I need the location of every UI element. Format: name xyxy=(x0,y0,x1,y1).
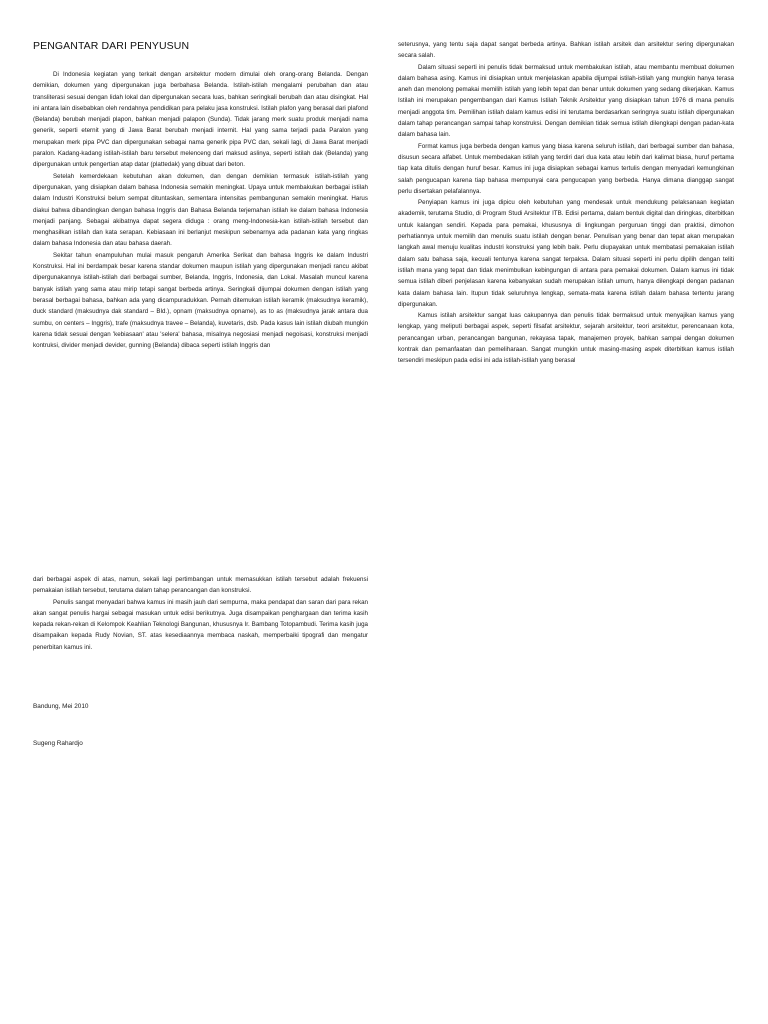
left-column-top xyxy=(33,69,368,351)
paragraph: Di Indonesia kegiatan yang terkait dengan arsitektur modern dimulai oleh orang-orang Belanda. Dengan demikian, dokumen yang dipergunakan juga berbahasa Belanda. Istilah-istilah mengalami perubahan dan atau transliterasi sesuai dengan lidah lokal dan dipergunakan secara luas, bahkan seringkali berubah dan atau disingkat. Hal ini antara lain disebabkan oleh rendahnya pendidikan para pelaku jasa konstruksi. Istilah plafon yang berasal dari plafond (Belanda) berubah menjadi plapon, bahkan menjadi palapon (Sunda). Tidak jarang merk suatu produk menjadi nama generik, seperti eternit yang di Jawa Barat berubah menjadi internit. Hal yang sama terjadi pada Paralon yang merupakan merk pipa PVC dan dipergunakan sebagai nama generik pipa PVC dan, sekali lagi, di Jawa Barat menjadi paralon. Kadang-kadang istilah-istilah baru tersebut melenceng dari maksud aslinya, seperti istilah dak (Belanda) yang dipergunakan untuk pengertian atap datar (plattedak) yang dibuat dari beton. xyxy=(33,71,368,169)
paragraph: Format kamus juga berbeda dengan kamus yang biasa karena seluruh istilah, dari berbagai sumber dan bahasa, disusun secara alfabet. Untuk membedakan istilah yang terdiri dari dua kata atau lebih dari kalimat biasa, huruf pertama tiap kata ditulis dengan huruf besar. Kamus ini juga disiapkan sebagai kamus tertulis dengan menyadari kemungkinan salah pengucapan karena tiap bahasa mempunyai cara pengucapan yang berbeda. Hanya dimana dianggap sangat perlu disertakan pelafalannya. xyxy=(398,142,734,195)
paragraph: Kamus istilah arsitektur sangat luas cakupannya dan penulis tidak bermaksud untuk menyajikan kamus yang lengkap, yang meliputi berbagai aspek, seperti filsafat arsitektur, sejarah arsitektur, teori arsitektur, perencanaan kota, perancangan urban, perancangan bangunan, rekayasa tapak, manajemen proyek, bahkan sampai dengan dokumen kontrak dan pemanfaatan dan pemeliharaan. Sangat mungkin untuk masing-masing aspek diterbitkan kamus istilah tersendiri meskipun pada edisi ini ada istilah-istilah yang berasal xyxy=(398,312,734,365)
paragraph: Sekitar tahun enampuluhan mulai masuk pengaruh Amerika Serikat dan bahasa Inggris ke dalam Industri Konstruksi. Hal ini berdampak besar karena standar dokumen maupun istilah yang dipergunakan menjadi rancu akibat dipergunakannya istilah-istilah dari berbagai sumber, Belanda, Inggris, Indonesia, dan Lokal. Masalah muncul karena banyak istilah yang sama atau mirip tetapi sangat berbeda artinya. Seringkali dijumpai dokumen dengan istilah yang berasal berbagai bahasa, bahkan ada yang dicampuradukkan. Pernah ditemukan istilah keramik (maksudnya keramik), duck standard (maksudnya dak standard – Bld.), opnam (maksudnya opname), as to as (maksudnya jarak antara dua sumbu, on centers – Inggris), trafe (maksudnya travee – Belanda), kuvetaris, dsb. Pada kasus lain istilah diubah mungkin karena tidak sesuai dengan 'kebiasaan' atau 'selera' bahasa, misalnya negosiasi menjadi negoisasi, konstruksi menjadi kontruksi, divider menjadi devider, gunning (Belanda) dibaca seperti istilah Inggris dan xyxy=(33,251,368,350)
page-title: PENGANTAR DARI PENYUSUN xyxy=(33,40,190,52)
paragraph: Penulis sangat menyadari bahwa kamus ini masih jauh dari sempurna, maka pendapat dan saran dari para rekan akan sangat penulis hargai sebagai masukan untuk edisi berikutnya. Juga disampaikan penghargaan dan terima kasih kepada rekan-rekan di Kelompok Keahlian Teknologi Bangunan, khususnya Ir. Bambang Totopambudi. Terima kasih juga disampaikan kepada Rudy Novian, ST. atas kesediaannya membaca naskah, memperbaiki tipografi dan mengatur penerbitan kamus ini. xyxy=(33,598,368,651)
paragraph: Dalam situasi seperti ini penulis tidak bermaksud untuk membakukan istilah, atau membantu membuat dokumen dalam bahasa asing. Kamus ini disiapkan untuk menjelaskan apabila dijumpai istilah-istilah yang mungkin hanya terasa aneh dan menolong pemakai memilih istilah yang lebih tepat dan benar untuk dokumen yang sedang dikerjakan. Kamus Istilah ini merupakan pengembangan dari Kamus Istilah Teknik Arsitektur yang disiapkan tahun 1976 di mana penulis menjadi anggota tim. Pemilihan istilah dalam kamus edisi ini terutama berdasarkan seringnya suatu istilah dipergunakan dalam tahap perancangan sampai tahap konstruksi. Dengan demikian tidak semua istilah dilengkapi dengan padan-kata dalam bahasa lain. xyxy=(398,63,734,139)
paragraph: dari berbagai aspek di atas, namun, sekali lagi pertimbangan untuk memasukkan istilah tersebut adalah frekuensi pemakaian istilah tersebut, terutama dalam tahap perancangan dan konstruksi. xyxy=(33,576,368,595)
paragraph: Setelah kemerdekaan kebutuhan akan dokumen, dan dengan demikian termasuk istilah-istilah yang dipergunakan, yang disiapkan dalam bahasa Indonesia semakin meningkat. Upaya untuk membakukan berbagai istilah dalam Industri Konstruksi belum sempat dituntaskan, sementara intensitas pembangunan semakin meningkat. Harus diakui bahwa dibandingkan dengan bahasa Inggris dan Bahasa Belanda terjemahan istilah ke dalam bahasa Indonesia menjadi panjang. Sebagai akibatnya dapat segera diduga : orang meng-Indonesia-kan istilah-istilah tersebut dan menghasilkan istilah dan kata serapan. Kebiasaan ini berlanjut meskipun sebenarnya ada padanan kata yang ringkas dalam bahasa Indonesia dan atau bahasa daerah. xyxy=(33,172,368,248)
author-name: Sugeng Rahardjo xyxy=(33,740,83,747)
paragraph: seterusnya, yang tentu saja dapat sangat berbeda artinya. Bahkan istilah arsitek dan arsitektur sering dipergunakan secara salah. xyxy=(398,41,734,60)
paragraph: Penyiapan kamus ini juga dipicu oleh kebutuhan yang mendesak untuk mendukung pelaksanaan kegiatan akademik, terutama Studio, di Program Studi Arsitektur ITB. Edisi pertama, dalam bentuk digital dan diringkas, diterbitkan untuk kalangan sendiri. Kepada para pemakai, khususnya di lingkungan perguruan tinggi dan praktisi, dimohon perhatiannya untuk memilih dan menulis suatu istilah dengan benar. Penulisan yang benar dan tepat akan merupakan langkah awal menuju kualitas industri konstruksi yang lebih baik. Perlu diupayakan untuk membatasi pemakaian istilah dalam satu bahasa saja, kecuali tentunya karena sangat terpaksa. Dalam situasi seperti ini perlu dipilih dengan teliti istilah mana yang tepat dan tidak menimbulkan kebingungan di antara para pemakai dokumen. Dalam kamus ini tidak semua istilah diberi penjelasan karena kebanyakan sudah merupakan istilah umum, hanya dilengkapi dengan padanan kata dalam bahasa lain. Itupun tidak seluruhnya lengkap, semata-mata karena istilah dalam bahasa tertentu jarang dipergunakan. xyxy=(398,199,734,308)
right-column-top xyxy=(398,39,734,367)
left-column-bottom xyxy=(33,574,368,653)
place-date: Bandung, Mei 2010 xyxy=(33,703,89,710)
